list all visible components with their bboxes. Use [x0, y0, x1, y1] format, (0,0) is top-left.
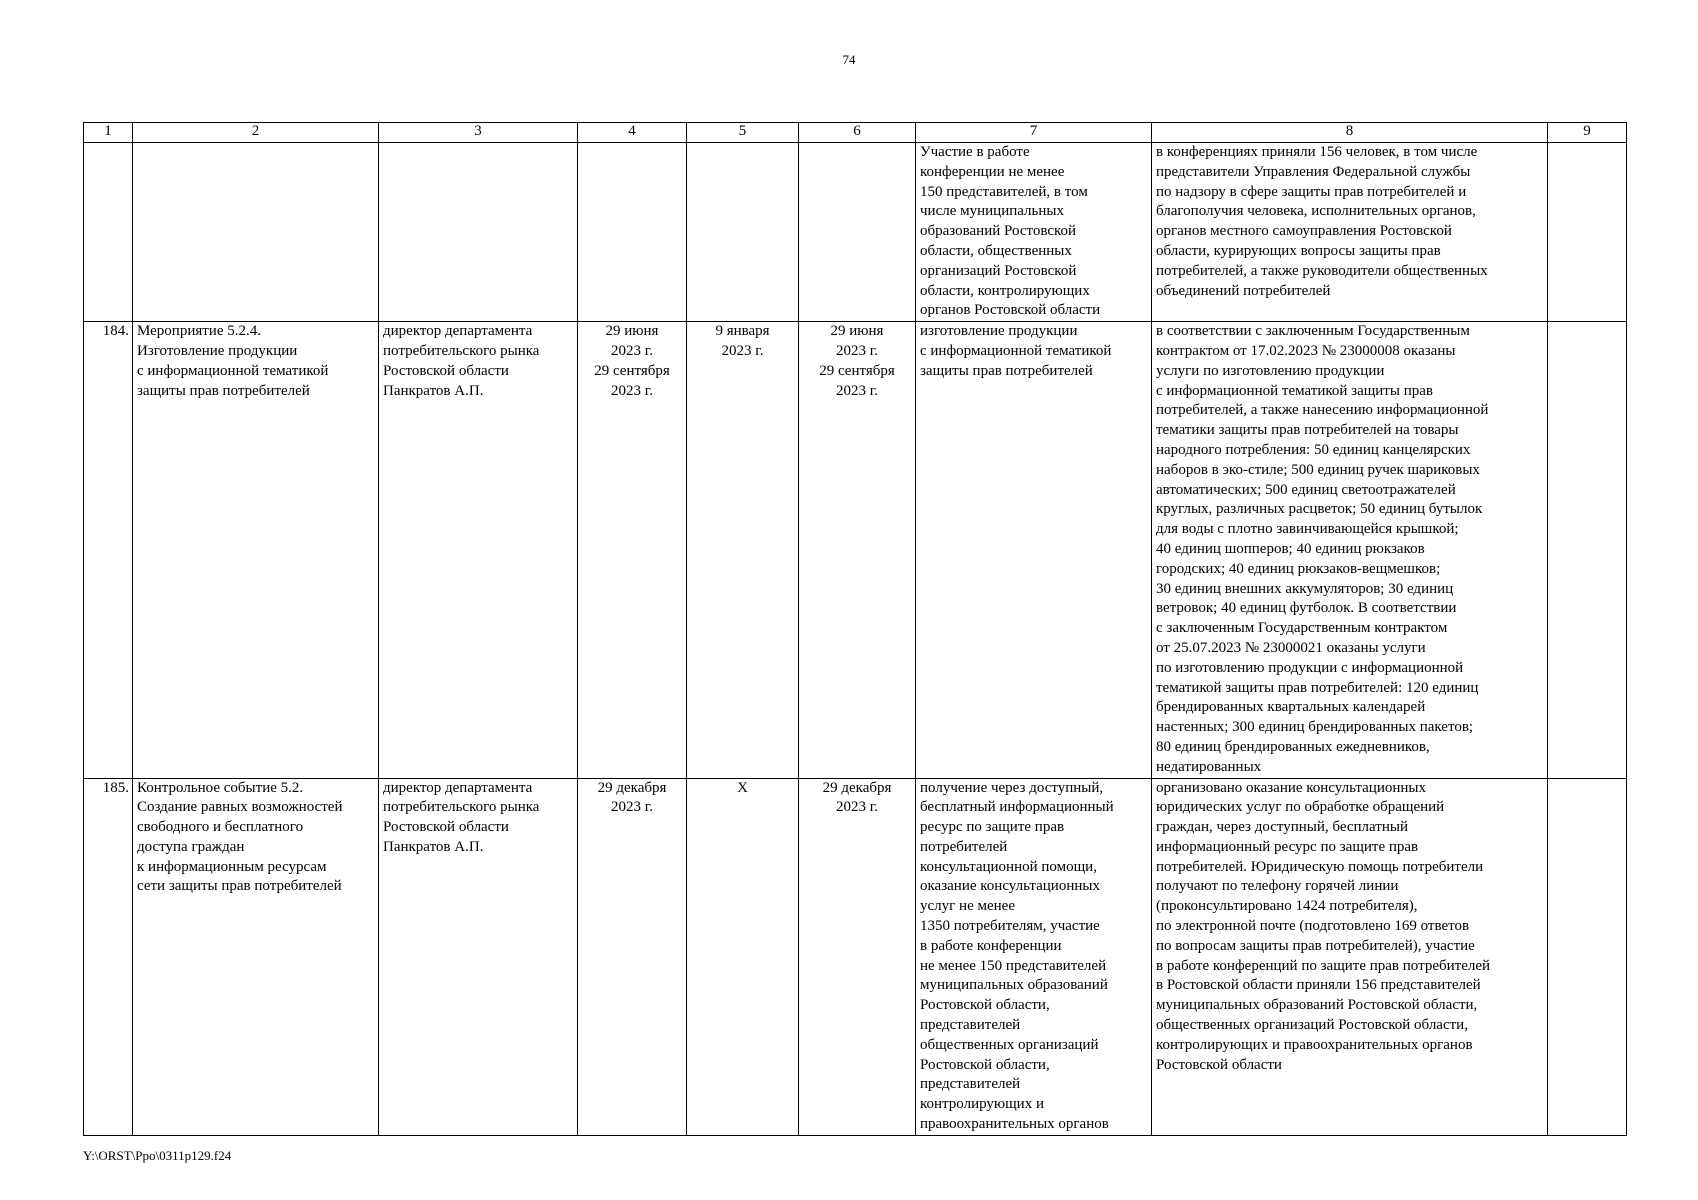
expected-result: получение через доступный, бесплатный информационный ресурс по защите прав потребителей консультационной помощи, оказание консультационных услуг не менее 1350 потребителям, участие в работе конференции не менее 150 представителей муниципальных образований Ростовской области, представителей общественных организаций Ростовской области, представителей контролирующих и правоохранительных органов — [916, 778, 1152, 1135]
plan-date: 29 июня 2023 г. 29 сентября 2023 г. — [578, 322, 687, 778]
responsible-person: директор департамента потребительского рынка Ростовской области Панкратов А.П. — [379, 778, 578, 1135]
column-header: 4 — [578, 123, 687, 143]
expected-result: Участие в работе конференции не менее 150 представителей, в том числе муниципальных образований Ростовской области, общественных организаций Ростовской области, контролирующих органов Ростовской области — [916, 143, 1152, 322]
expected-result: изготовление продукции с информационной тематикой защиты прав потребителей — [916, 322, 1152, 778]
column-header: 7 — [916, 123, 1152, 143]
column-header: 6 — [799, 123, 916, 143]
table-row — [84, 143, 1627, 322]
row-number: 184. — [84, 322, 133, 778]
note — [1548, 322, 1627, 778]
fact-start-date: Х — [687, 778, 799, 1135]
note — [1548, 778, 1627, 1135]
fact-end-date: 29 июня 2023 г. 29 сентября 2023 г. — [799, 322, 916, 778]
report-table — [83, 122, 1627, 1136]
fact-end-date: 29 декабря 2023 г. — [799, 778, 916, 1135]
column-header: 1 — [84, 123, 133, 143]
column-header: 3 — [379, 123, 578, 143]
actual-result: в конференциях приняли 156 человек, в том числе представители Управления Федеральной службы по надзору в сфере защиты прав потребителей и благополучия человека, исполнительных органов, органов местного самоуправления Ростовской области, курирующих вопросы защиты прав потребителей, а также руководители общественных объединений потребителей — [1152, 143, 1548, 322]
event-name: Контрольное событие 5.2. Создание равных возможностей свободного и бесплатного доступа граждан к информационным ресурсам сети защиты прав потребителей — [133, 778, 379, 1135]
column-header: 2 — [133, 123, 379, 143]
responsible-person — [379, 143, 578, 322]
event-name — [133, 143, 379, 322]
table-row — [84, 322, 1627, 778]
event-name: Мероприятие 5.2.4. Изготовление продукции с информационной тематикой защиты прав потребителей — [133, 322, 379, 778]
table-row — [84, 778, 1627, 1135]
responsible-person: директор департамента потребительского рынка Ростовской области Панкратов А.П. — [379, 322, 578, 778]
column-header: 9 — [1548, 123, 1627, 143]
fact-start-date: 9 января 2023 г. — [687, 322, 799, 778]
file-path: Y:\ORST\Ppo\0311p129.f24 — [83, 1148, 232, 1163]
note — [1548, 143, 1627, 322]
actual-result: организовано оказание консультационных юридических услуг по обработке обращений граждан, через доступный, бесплатный информационный ресурс по защите прав потребителей. Юридическую помощь потребители получают по телефону горячей линии (проконсультировано 1424 потребителя), по электронной почте (подготовлено 169 ответов по вопросам защиты прав потребителей), участие в работе конференций по защите прав потребителей в Ростовской области приняли 156 представителей муниципальных образований Ростовской области, общественных организаций Ростовской области, контролирующих и правоохранительных органов Ростовской области — [1152, 778, 1548, 1135]
fact-start-date — [687, 143, 799, 322]
plan-date — [578, 143, 687, 322]
plan-date: 29 декабря 2023 г. — [578, 778, 687, 1135]
column-header: 8 — [1152, 123, 1548, 143]
fact-end-date — [799, 143, 916, 322]
column-number-row — [84, 123, 1627, 143]
actual-result: в соответствии с заключенным Государственным контрактом от 17.02.2023 № 23000008 оказаны услуги по изготовлению продукции с информационной тематикой защиты прав потребителей, а также нанесению информационной тематики защиты прав потребителей на товары народного потребления: 50 единиц канцелярских наборов в эко-стиле; 500 единиц ручек шариковых автоматических; 500 единиц светоотражателей круглых, различных расцветок; 50 единиц бутылок для воды с плотно завинчивающейся крышкой; 40 единиц шопперов; 40 единиц рюкзаков городских; 40 единиц рюкзаков-вещмешков; 30 единиц внешних аккумуляторов; 30 единиц ветровок; 40 единиц футболок. В соответствии с заключенным Государственным контрактом от 25.07.2023 № 23000021 оказаны услуги по изготовлению продукции с информационной тематикой защиты прав потребителей: 120 единиц брендированных квартальных календарей настенных; 300 единиц брендированных пакетов; 80 единиц брендированных ежедневников, недатированных — [1152, 322, 1548, 778]
row-number — [84, 143, 133, 322]
column-header: 5 — [687, 123, 799, 143]
row-number: 185. — [84, 778, 133, 1135]
page-number: 74 — [842, 52, 856, 67]
